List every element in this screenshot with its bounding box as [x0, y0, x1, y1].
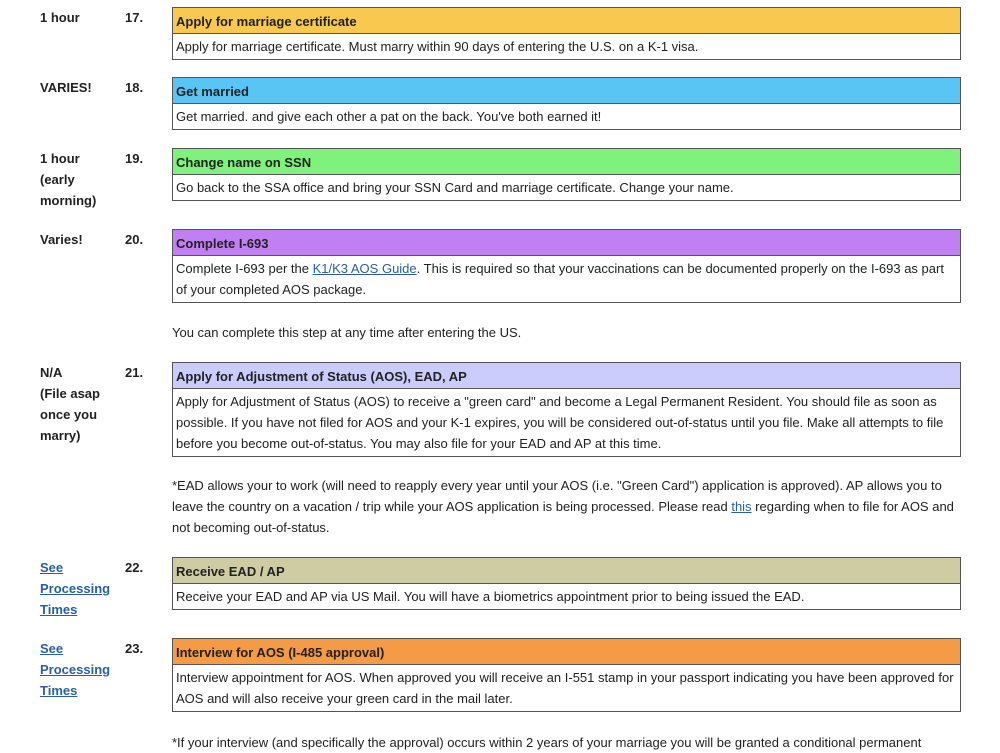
step-time: N/A (File asap once you marry) — [40, 365, 100, 443]
step-number: 17. — [125, 10, 144, 25]
step-note: *If your interview (and specifically the approval) occurs within 2 years of your marriage you will be granted a conditional permanent — [172, 735, 922, 750]
step-box — [172, 7, 961, 60]
step-number: 18. — [125, 80, 144, 95]
this-link[interactable]: this — [731, 499, 752, 514]
step-time: Varies! — [40, 232, 83, 247]
step-description: Apply for marriage certificate. Must marry within 90 days of entering the U.S. on a K-1 visa. — [176, 39, 699, 54]
processing-times-link[interactable]: See Processing Times — [40, 641, 111, 698]
step-time — [40, 557, 120, 620]
aos-guide-link[interactable]: K1/K3 AOS Guide — [312, 261, 417, 276]
step-box — [172, 557, 961, 610]
step-time: VARIES! — [40, 80, 92, 95]
text: regarding when to file for AOS and not becoming out-of-status. — [172, 499, 954, 535]
step-box — [172, 229, 961, 303]
step-number: 21. — [125, 365, 144, 380]
step-number: 20. — [125, 232, 144, 247]
step-description — [173, 256, 960, 302]
step-number: 22. — [125, 560, 144, 575]
step-number: 19. — [125, 151, 144, 166]
step-description: Go back to the SSA office and bring your SSN Card and marriage certificate. Change your name. — [176, 180, 734, 195]
step-time — [40, 638, 120, 701]
step-title: Apply for marriage certificate — [173, 8, 960, 34]
step-box — [172, 362, 961, 457]
text: *EAD allows your to work (will need to reapply every year until your AOS (i.e. "Green Card") application is approved). AP allows you to leave the country on a vacation / trip while your AOS application is being processed. Please read — [172, 478, 942, 514]
step-description: Get married. and give each other a pat on the back. You've both earned it! — [176, 109, 602, 124]
step-number: 23. — [125, 641, 144, 656]
step-description: Apply for Adjustment of Status (AOS) to receive a "green card" and become a Legal Permanent Resident. You should file as soon as possible. If you have not filed for AOS and your K-1 expires, you will be considered out-of-status until you file. Make all attempts to file before you become out-of-status. You may also file for your EAD and AP at this time. — [176, 394, 944, 451]
step-title: Apply for Adjustment of Status (AOS), EAD, AP — [173, 363, 960, 389]
step-title: Get married — [173, 78, 960, 104]
step-description: Interview appointment for AOS. When approved you will receive an I-551 stamp in your passport indicating you have been approved for AOS and will also receive your green card in the mail later. — [176, 670, 954, 706]
step-box — [172, 148, 961, 201]
step-note: You can complete this step at any time after entering the US. — [172, 325, 522, 340]
step-title: Interview for AOS (I-485 approval) — [173, 639, 960, 665]
step-description: Receive your EAD and AP via US Mail. You will have a biometrics appointment prior to being issued the EAD. — [176, 589, 805, 604]
step-box — [172, 77, 961, 130]
step-box — [172, 638, 961, 712]
step-time: 1 hour (early morning) — [40, 151, 97, 208]
step-title: Change name on SSN — [173, 149, 960, 175]
processing-times-link[interactable]: See Processing Times — [40, 560, 111, 617]
step-time: 1 hour — [40, 10, 80, 25]
step-title: Complete I-693 — [173, 230, 960, 256]
text: Complete I-693 per the — [176, 261, 313, 276]
step-note — [172, 475, 964, 538]
step-title: Receive EAD / AP — [173, 558, 960, 584]
text: . This is required so that your vaccinations can be documented properly on the I-693 as part of your completed AOS package. — [176, 261, 944, 297]
